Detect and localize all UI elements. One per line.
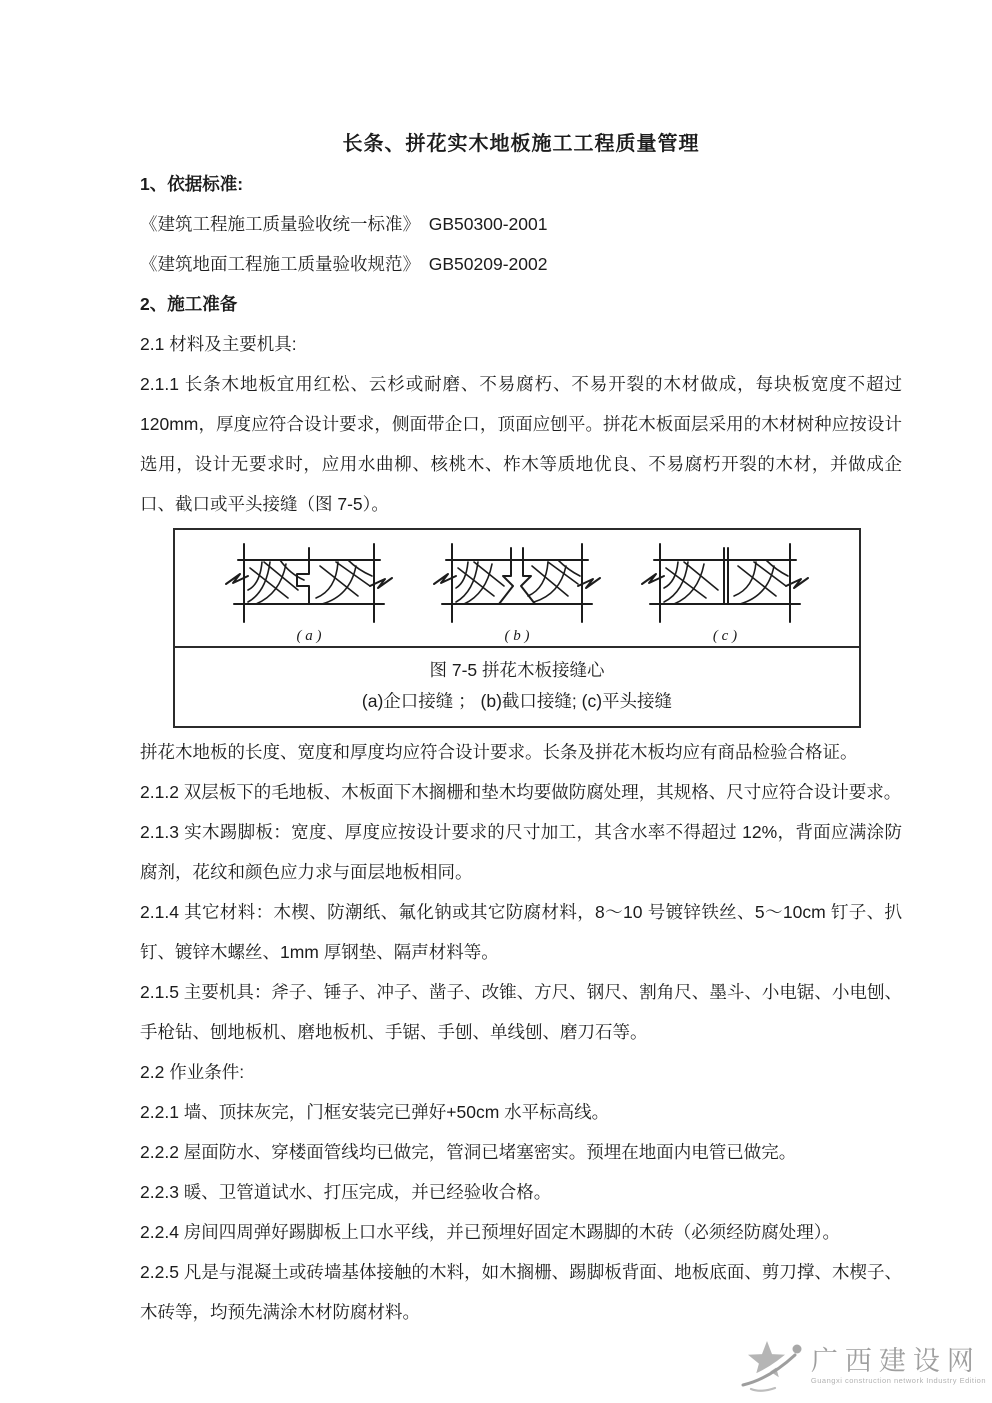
diagram-c-label: ( c ) — [712, 628, 738, 644]
paragraph-2-2-1: 2.2.1 墙、顶抹灰完，门框安装完已弹好+50cm 水平标高线。 — [140, 1102, 610, 1122]
joint-diagram-c-icon — [635, 538, 815, 626]
document-title: 长条、拼花实木地板施工工程质量管理 — [342, 133, 700, 155]
figure-7-5 — [173, 528, 861, 728]
watermark-title: 广西建设网 — [810, 1346, 981, 1376]
figure-caption-area — [175, 648, 859, 726]
diagram-b-rabbet-joint — [427, 538, 607, 646]
paragraph-2-2-5: 2.2.5 凡是与混凝土或砖墙基体接触的木料，如木搁栅、踢脚板背面、地板底面、剪刀撑、木楔子、木砖等，均预先满涂木材防腐材料。 — [140, 1262, 902, 1322]
figure-subcaption: (a)企口接缝 ； (b)截口接缝; (c)平头接缝 — [361, 691, 673, 711]
section-heading-2: 2、施工准备 — [140, 294, 238, 314]
watermark-subtitle: Guangxi construction network Industry Edition — [810, 1376, 986, 1385]
diagram-b-label: ( b ) — [504, 628, 530, 644]
figure-diagrams-row — [175, 530, 859, 648]
paragraph-after-figure: 拼花木地板的长度、宽度和厚度均应符合设计要求。长条及拼花木板均应有商品检验合格证。 — [140, 742, 858, 762]
diagram-a-tongue-groove-joint — [219, 538, 399, 646]
paragraph-2-1-2: 2.1.2 双层板下的毛地板、木板面下木搁栅和垫木均要做防腐处理，其规格、尺寸应符合设计要求。 — [140, 782, 902, 802]
figure-caption: 图 7-5 拼花木板接缝心 — [429, 660, 605, 680]
standard-reference-2: 《建筑地面工程施工质量验收规范》 GB50209-2002 — [140, 254, 548, 274]
diagram-c-butt-joint — [635, 538, 815, 646]
watermark-text — [811, 1346, 986, 1386]
paragraph-2-1-5: 2.1.5 主要机具：斧子、锤子、冲子、凿子、改锥、方尺、钢尺、割角尺、墨斗、小电锯、小电刨、手枪钻、刨地板机、磨地板机、手锯、手刨、单线刨、磨刀石等。 — [140, 982, 902, 1042]
star-logo-icon — [739, 1335, 805, 1397]
paragraph-2-1-4: 2.1.4 其它材料：木楔、防潮纸、氟化钠或其它防腐材料，8～10 号镀锌铁丝、5～10cm 钉子、扒钉、镀锌木螺丝、1mm 厚钢垫、隔声材料等。 — [140, 902, 902, 962]
joint-diagram-b-icon — [427, 538, 607, 626]
paragraph-2-1: 2.1 材料及主要机具: — [140, 334, 297, 354]
diagram-a-label: ( a ) — [296, 628, 322, 644]
section-heading-1: 1、依据标准: — [140, 174, 244, 194]
standard-reference-1: 《建筑工程施工质量验收统一标准》 GB50300-2001 — [140, 214, 548, 234]
joint-diagram-a-icon — [219, 538, 399, 626]
paragraph-2-2: 2.2 作业条件: — [140, 1062, 245, 1082]
paragraph-2-2-4: 2.2.4 房间四周弹好踢脚板上口水平线，并已预埋好固定木踢脚的木砖（必须经防腐处理）。 — [140, 1222, 841, 1242]
paragraph-2-2-2: 2.2.2 屋面防水、穿楼面管线均已做完，管洞已堵塞密实。预埋在地面内电管已做完。 — [140, 1142, 797, 1162]
paragraph-2-1-1: 2.1.1 长条木地板宜用红松、云杉或耐磨、不易腐朽、不易开裂的木材做成，每块板宽度不超过 120mm，厚度应符合设计要求，侧面带企口，顶面应刨平。拼花木板面层采用的木材树种应按设计选用，设计无要求时，应用水曲柳、核桃木、柞木等质地优良、不易腐朽开裂的木材，并做成企口、截口或平头接缝（图 7-5）。 — [140, 374, 902, 514]
paragraph-2-1-3: 2.1.3 实木踢脚板：宽度、厚度应按设计要求的尺寸加工，其含水率不得超过 12%，背面应满涂防腐剂，花纹和颜色应力求与面层地板相同。 — [140, 822, 902, 882]
document-content — [140, 124, 902, 1332]
paragraph-2-2-3: 2.2.3 暖、卫管道试水、打压完成，并已经验收合格。 — [140, 1182, 552, 1202]
watermark — [739, 1335, 986, 1397]
